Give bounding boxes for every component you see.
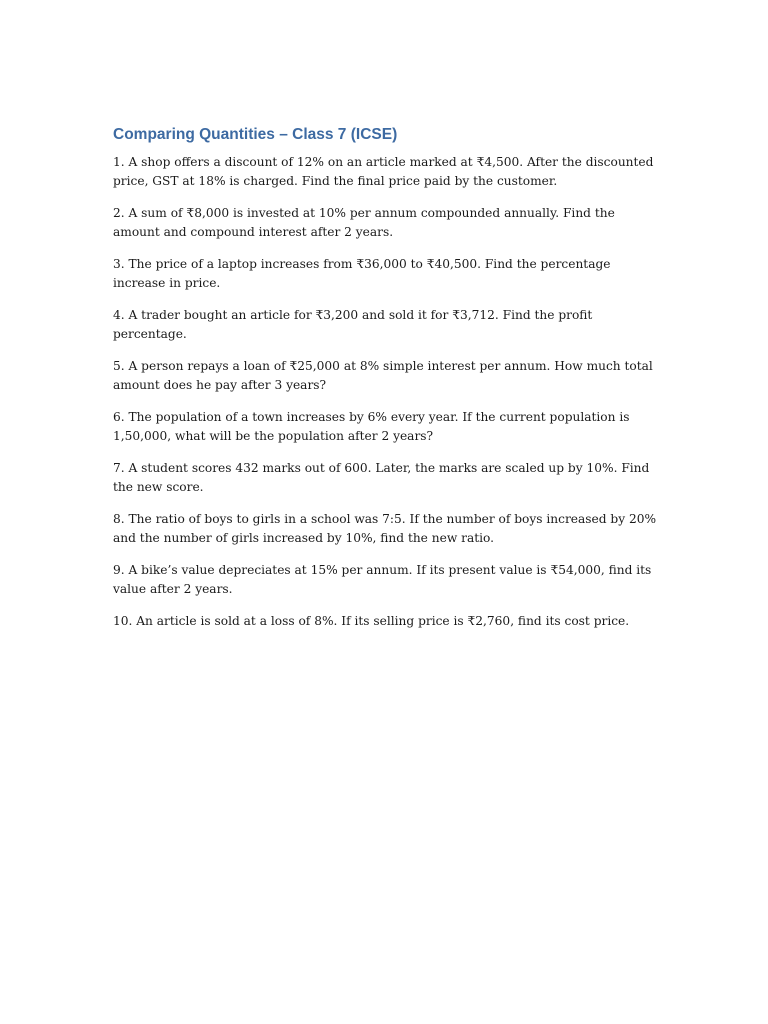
question-6: 6. The population of a town increases by 6% every year. If the current population is 1,50,000, what will be the population after 2 years? (113, 410, 630, 443)
question-4: 4. A trader bought an article for ₹3,200 and sold it for ₹3,712. Find the profit percentage. (113, 308, 593, 341)
document-body (113, 124, 658, 644)
question-7: 7. A student scores 432 marks out of 600. Later, the marks are scaled up by 10%. Find the new score. (113, 461, 650, 494)
question-2: 2. A sum of ₹8,000 is invested at 10% per annum compounded annually. Find the amount and compound interest after 2 years. (113, 206, 615, 239)
document-title: Comparing Quantities – Class 7 (ICSE) (113, 126, 398, 143)
question-8: 8. The ratio of boys to girls in a school was 7:5. If the number of boys increased by 20% and the number of girls increased by 10%, find the new ratio. (113, 512, 657, 545)
question-3: 3. The price of a laptop increases from ₹36,000 to ₹40,500. Find the percentage increase in price. (113, 257, 611, 290)
question-1: 1. A shop offers a discount of 12% on an article marked at ₹4,500. After the discounted price, GST at 18% is charged. Find the final price paid by the customer. (113, 155, 654, 188)
question-9: 9. A bike’s value depreciates at 15% per annum. If its present value is ₹54,000, find its value after 2 years. (113, 563, 652, 596)
question-10: 10. An article is sold at a loss of 8%. If its selling price is ₹2,760, find its cost price. (113, 614, 630, 628)
question-5: 5. A person repays a loan of ₹25,000 at 8% simple interest per annum. How much total amount does he pay after 3 years? (113, 359, 653, 392)
